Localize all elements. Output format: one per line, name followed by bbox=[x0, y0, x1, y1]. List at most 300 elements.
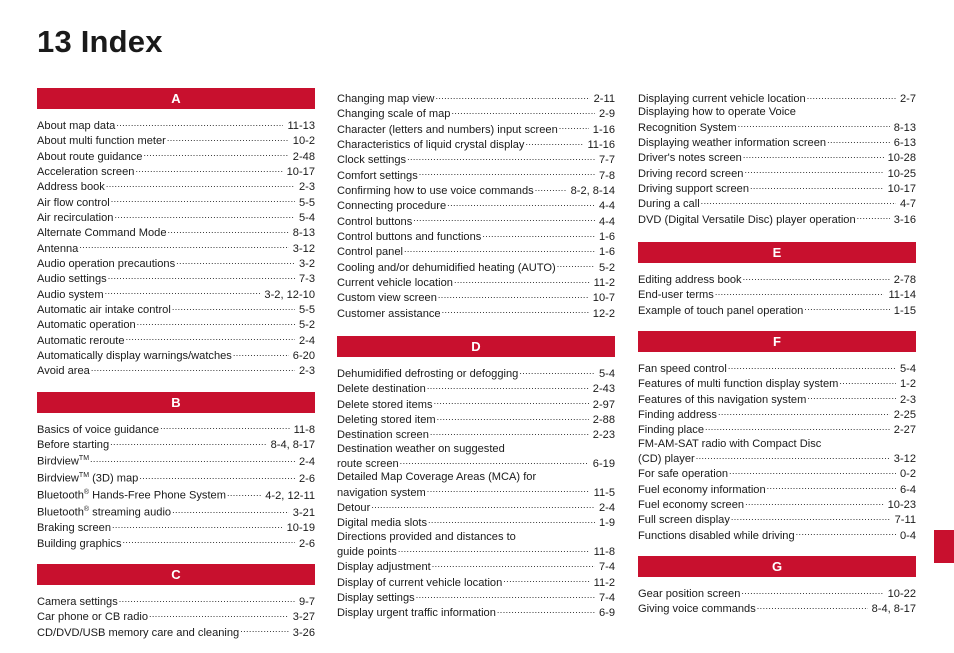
dot-leader bbox=[745, 497, 884, 508]
index-term-line: Destination weather on suggested bbox=[337, 442, 505, 455]
index-section-b bbox=[37, 392, 315, 551]
index-term: During a call bbox=[638, 198, 700, 211]
dot-leader bbox=[139, 471, 295, 482]
index-entry bbox=[638, 91, 916, 106]
index-term: Custom view screen bbox=[337, 292, 437, 305]
page-reference: 7-8 bbox=[598, 169, 615, 182]
index-term: Dehumidified defrosting or defogging bbox=[337, 367, 519, 380]
dot-leader bbox=[744, 166, 883, 177]
index-term: Giving voice commands bbox=[638, 603, 756, 616]
dot-leader bbox=[807, 91, 896, 102]
dot-leader bbox=[434, 397, 589, 408]
index-term: Confirming how to use voice commands bbox=[337, 184, 534, 197]
index-term: Automatic reroute bbox=[37, 334, 125, 347]
index-entry bbox=[37, 225, 315, 240]
page-reference: 8-4, 8-17 bbox=[871, 603, 916, 616]
dot-leader bbox=[503, 575, 589, 586]
page-reference: 2-43 bbox=[592, 383, 615, 396]
page-reference: 7-11 bbox=[894, 514, 916, 527]
page-reference: 11-2 bbox=[593, 276, 615, 289]
index-entry bbox=[37, 133, 315, 148]
dot-leader bbox=[827, 135, 890, 146]
index-entry bbox=[638, 586, 916, 601]
dot-leader bbox=[143, 149, 288, 160]
page-reference: 5-4 bbox=[598, 367, 615, 380]
index-term: Audio settings bbox=[37, 273, 107, 286]
dot-leader bbox=[729, 466, 896, 477]
page-reference: 0-4 bbox=[899, 529, 916, 542]
dot-leader bbox=[126, 333, 295, 344]
index-term: Acceleration screen bbox=[37, 165, 135, 178]
index-entry bbox=[638, 181, 916, 196]
dot-leader bbox=[114, 210, 295, 221]
page-reference: 5-4 bbox=[899, 362, 916, 375]
page-reference: 2-9 bbox=[598, 108, 615, 121]
index-entry bbox=[37, 164, 315, 179]
index-entry bbox=[638, 407, 916, 422]
dot-leader bbox=[796, 528, 896, 539]
index-term: Address book bbox=[37, 181, 105, 194]
index-term: Changing scale of map bbox=[337, 108, 451, 121]
index-entry bbox=[638, 482, 916, 497]
page-reference: 2-6 bbox=[298, 472, 315, 485]
index-entry bbox=[37, 363, 315, 378]
index-term: Example of touch panel operation bbox=[638, 304, 804, 317]
page-reference: 1-9 bbox=[598, 517, 615, 530]
index-column-2 bbox=[337, 91, 615, 634]
index-term: Display adjustment bbox=[337, 561, 431, 574]
index-entry bbox=[37, 210, 315, 225]
index-term: Birdview™ (3D) map bbox=[37, 472, 139, 485]
index-entry bbox=[638, 303, 916, 318]
index-term: Antenna bbox=[37, 242, 79, 255]
index-term: About route guidance bbox=[37, 150, 143, 163]
index-term: Camera settings bbox=[37, 595, 118, 608]
index-term: Automatically display warnings/watches bbox=[37, 349, 232, 362]
index-term: Current vehicle location bbox=[337, 276, 453, 289]
section-letter-header: C bbox=[37, 564, 315, 585]
index-term: guide points bbox=[337, 545, 397, 558]
index-entry bbox=[638, 601, 916, 616]
section-letter-header: E bbox=[638, 242, 916, 263]
dot-leader bbox=[419, 168, 595, 179]
index-term-line: Displaying how to operate Voice bbox=[638, 106, 796, 119]
page-reference: 2-97 bbox=[592, 398, 615, 411]
section-letter-header: D bbox=[337, 336, 615, 357]
index-entry bbox=[638, 392, 916, 407]
index-term: Before starting bbox=[37, 438, 110, 451]
index-term: Display settings bbox=[337, 591, 415, 604]
trademark-symbol: ® bbox=[83, 506, 90, 514]
page-reference: 4-7 bbox=[899, 198, 916, 211]
index-entry bbox=[638, 376, 916, 391]
dot-leader bbox=[168, 225, 289, 236]
page-reference: 3-2, 12-10 bbox=[264, 288, 315, 301]
index-entry bbox=[337, 559, 615, 574]
dot-leader bbox=[696, 451, 890, 462]
page-reference: 7-4 bbox=[598, 591, 615, 604]
index-entry bbox=[337, 290, 615, 305]
index-entry bbox=[37, 241, 315, 256]
index-entry bbox=[37, 287, 315, 302]
index-section-e bbox=[638, 242, 916, 318]
index-term: Changing map view bbox=[337, 93, 435, 105]
index-term: Air flow control bbox=[37, 196, 110, 209]
index-term: Deleting stored item bbox=[337, 413, 436, 426]
dot-leader bbox=[404, 244, 595, 255]
dot-leader bbox=[743, 150, 884, 161]
dot-leader bbox=[427, 381, 589, 392]
page-reference: 3-26 bbox=[292, 626, 315, 639]
index-term: Display of current vehicle location bbox=[337, 576, 503, 589]
index-section-f bbox=[638, 331, 916, 543]
index-term: Avoid area bbox=[37, 365, 90, 378]
page-reference: 2-88 bbox=[592, 413, 615, 426]
index-entry bbox=[337, 152, 615, 167]
index-entry bbox=[337, 575, 615, 590]
dot-leader bbox=[757, 601, 868, 612]
index-term: Displaying current vehicle location bbox=[638, 93, 806, 105]
page-reference: 4-2, 12-11 bbox=[265, 489, 315, 502]
section-letter-header: B bbox=[37, 392, 315, 413]
dot-leader bbox=[728, 361, 896, 372]
index-term: Connecting procedure bbox=[337, 200, 447, 213]
index-term: Alternate Command Mode bbox=[37, 227, 167, 240]
index-entry bbox=[638, 451, 916, 466]
page-reference: 1-16 bbox=[592, 123, 615, 136]
index-entry bbox=[337, 137, 615, 152]
dot-leader bbox=[447, 198, 595, 209]
index-entry bbox=[37, 179, 315, 194]
page-reference: 3-21 bbox=[292, 506, 315, 519]
index-entry bbox=[37, 503, 315, 520]
index-term: Gear position screen bbox=[638, 587, 741, 600]
dot-leader bbox=[839, 376, 896, 387]
index-section-continued bbox=[337, 91, 615, 321]
dot-leader bbox=[79, 241, 288, 252]
index-entry bbox=[337, 214, 615, 229]
index-term: Displaying weather information screen bbox=[638, 136, 827, 149]
index-entry bbox=[337, 590, 615, 605]
index-entry bbox=[37, 422, 315, 437]
page-reference: 12-2 bbox=[592, 307, 615, 320]
dot-leader bbox=[437, 412, 589, 423]
index-term: Car phone or CB radio bbox=[37, 611, 148, 624]
page-reference: 2-11 bbox=[593, 93, 615, 105]
index-term: (CD) player bbox=[638, 452, 695, 465]
index-entry bbox=[337, 485, 615, 500]
page-reference: 3-16 bbox=[893, 213, 916, 226]
dot-leader bbox=[525, 137, 583, 148]
index-entry bbox=[37, 469, 315, 486]
dot-leader bbox=[106, 179, 295, 190]
index-entry bbox=[337, 106, 615, 121]
page-reference: 10-23 bbox=[887, 498, 916, 511]
index-entry bbox=[638, 497, 916, 512]
page-reference: 2-27 bbox=[893, 424, 916, 437]
page-reference: 8-2, 8-14 bbox=[570, 184, 615, 197]
page-reference: 10-17 bbox=[286, 165, 315, 178]
index-term: Basics of voice guidance bbox=[37, 423, 160, 436]
dot-leader bbox=[454, 275, 590, 286]
dot-leader bbox=[497, 605, 595, 616]
page-reference: 2-3 bbox=[298, 181, 315, 194]
page-reference: 2-4 bbox=[298, 334, 315, 347]
page-reference: 10-17 bbox=[887, 182, 916, 195]
page-reference: 3-12 bbox=[292, 242, 315, 255]
index-entry bbox=[37, 437, 315, 452]
page-reference: 2-4 bbox=[598, 501, 615, 514]
page-reference: 3-27 bbox=[292, 611, 315, 624]
index-term: Detour bbox=[337, 501, 371, 514]
index-entry bbox=[638, 466, 916, 481]
dot-leader bbox=[743, 272, 890, 283]
dot-leader bbox=[123, 536, 295, 547]
index-entry bbox=[337, 427, 615, 442]
page-reference: 10-2 bbox=[292, 135, 315, 148]
index-term: Clock settings bbox=[337, 154, 407, 167]
index-entry bbox=[638, 287, 916, 302]
dot-leader bbox=[427, 485, 590, 496]
page-reference: 6-9 bbox=[598, 607, 615, 620]
page-reference: 1-15 bbox=[893, 304, 916, 317]
dot-leader bbox=[172, 302, 295, 313]
index-entry bbox=[638, 512, 916, 527]
page-reference: 2-25 bbox=[893, 408, 916, 421]
page-reference: 10-7 bbox=[592, 292, 615, 305]
dot-leader bbox=[705, 422, 890, 433]
dot-leader bbox=[119, 594, 295, 605]
page-reference: 7-3 bbox=[298, 273, 315, 286]
dot-leader bbox=[559, 122, 589, 133]
index-term: Control buttons bbox=[337, 215, 413, 228]
index-entry bbox=[337, 244, 615, 259]
dot-leader bbox=[135, 164, 282, 175]
index-term: Control panel bbox=[337, 246, 403, 259]
page-reference: 10-25 bbox=[887, 167, 916, 180]
trademark-symbol: TM bbox=[78, 455, 90, 463]
index-term: Control buttons and functions bbox=[337, 230, 482, 243]
index-term: Customer assistance bbox=[337, 307, 441, 320]
index-term: Automatic operation bbox=[37, 319, 136, 332]
index-entry bbox=[638, 150, 916, 165]
index-term: Air recirculation bbox=[37, 211, 114, 224]
dot-leader bbox=[407, 152, 595, 163]
section-letter-header: F bbox=[638, 331, 916, 352]
index-entry bbox=[638, 120, 916, 135]
index-term: Destination screen bbox=[337, 429, 429, 442]
dot-leader bbox=[400, 456, 589, 467]
dot-leader bbox=[804, 303, 889, 314]
index-entry bbox=[337, 456, 615, 471]
index-term: Driver's notes screen bbox=[638, 152, 742, 165]
index-term: route screen bbox=[337, 457, 399, 470]
index-term: Fuel economy screen bbox=[638, 498, 745, 511]
page-reference: 1-6 bbox=[598, 246, 615, 259]
dot-leader bbox=[430, 427, 589, 438]
index-entry bbox=[337, 412, 615, 427]
page-reference: 5-5 bbox=[298, 196, 315, 209]
dot-leader bbox=[90, 454, 295, 465]
index-term: Finding place bbox=[638, 424, 704, 437]
index-term: Display urgent traffic information bbox=[337, 607, 496, 620]
index-entry bbox=[337, 229, 615, 244]
page-reference: 11-16 bbox=[587, 138, 615, 151]
index-entry bbox=[638, 422, 916, 437]
index-entry bbox=[37, 520, 315, 535]
index-section-a bbox=[37, 88, 315, 379]
index-entry bbox=[638, 196, 916, 211]
page-reference: 5-4 bbox=[298, 211, 315, 224]
index-entry bbox=[37, 486, 315, 503]
page-reference: 7-7 bbox=[598, 154, 615, 167]
dot-leader bbox=[738, 120, 890, 131]
page-reference: 5-5 bbox=[298, 303, 315, 316]
page-reference: 2-7 bbox=[899, 93, 916, 105]
index-entry bbox=[337, 397, 615, 412]
index-column-3 bbox=[638, 91, 916, 630]
index-entry bbox=[37, 118, 315, 133]
dot-leader bbox=[105, 287, 261, 298]
dot-leader bbox=[149, 609, 289, 620]
dot-leader bbox=[116, 118, 283, 129]
index-section-c bbox=[37, 564, 315, 640]
page-reference: 11-8 bbox=[293, 423, 315, 436]
page-reference: 2-6 bbox=[298, 537, 315, 550]
dot-leader bbox=[160, 422, 290, 433]
page-reference: 6-20 bbox=[292, 349, 315, 362]
index-entry bbox=[337, 515, 615, 530]
page-reference: 6-4 bbox=[899, 483, 916, 496]
index-entry bbox=[638, 135, 916, 150]
index-term: Automatic air intake control bbox=[37, 303, 171, 316]
page-reference: 8-4, 8-17 bbox=[270, 438, 315, 451]
index-term: Cooling and/or dehumidified heating (AUTO) bbox=[337, 261, 556, 274]
dot-leader bbox=[172, 505, 289, 516]
dot-leader bbox=[167, 133, 289, 144]
index-term: Birdview™ bbox=[37, 455, 90, 468]
index-term: Bluetooth® Hands-Free Phone System bbox=[37, 489, 226, 502]
index-entry bbox=[337, 306, 615, 321]
index-term: Delete stored items bbox=[337, 398, 433, 411]
page-reference: 2-3 bbox=[899, 393, 916, 406]
index-section-g bbox=[638, 556, 916, 617]
index-term: About map data bbox=[37, 120, 116, 132]
index-entry bbox=[37, 149, 315, 164]
index-term: Editing address book bbox=[638, 273, 742, 286]
dot-leader bbox=[519, 366, 595, 377]
dot-leader bbox=[731, 512, 891, 523]
index-entry bbox=[337, 544, 615, 559]
index-term-line: Detailed Map Coverage Areas (MCA) for bbox=[337, 471, 537, 484]
index-term: navigation system bbox=[337, 486, 426, 499]
index-term: Characteristics of liquid crystal display bbox=[337, 138, 525, 151]
index-entry bbox=[37, 317, 315, 332]
index-term: Bluetooth® streaming audio bbox=[37, 506, 172, 519]
index-entry bbox=[337, 91, 615, 106]
dot-leader bbox=[413, 214, 595, 225]
page-reference: 8-13 bbox=[893, 121, 916, 134]
dot-leader bbox=[137, 317, 295, 328]
dot-leader bbox=[435, 91, 589, 102]
index-term: Character (letters and numbers) input screen bbox=[337, 123, 558, 136]
index-term: Features of this navigation system bbox=[638, 393, 807, 406]
page-reference: 11-8 bbox=[593, 545, 615, 558]
index-entry bbox=[337, 260, 615, 275]
page-reference: 2-48 bbox=[292, 150, 315, 163]
index-term: End-user terms bbox=[638, 289, 714, 302]
dot-leader bbox=[741, 586, 883, 597]
page-reference: 3-2 bbox=[298, 257, 315, 270]
index-entry bbox=[37, 348, 315, 363]
index-entry bbox=[638, 212, 916, 227]
dot-leader bbox=[112, 520, 283, 531]
page-reference: 9-7 bbox=[298, 595, 315, 608]
dot-leader bbox=[535, 183, 567, 194]
page-reference: 1-6 bbox=[598, 230, 615, 243]
index-column-1 bbox=[37, 88, 315, 653]
page-reference: 10-19 bbox=[286, 522, 315, 535]
index-entry bbox=[337, 122, 615, 137]
index-term: Full screen display bbox=[638, 514, 730, 527]
index-term: Audio operation precautions bbox=[37, 257, 176, 270]
chapter-tab-marker bbox=[934, 530, 954, 563]
trademark-symbol: TM bbox=[78, 472, 90, 480]
index-term: Finding address bbox=[638, 408, 717, 421]
dot-leader bbox=[718, 407, 890, 418]
index-entry bbox=[37, 271, 315, 286]
index-term: Audio system bbox=[37, 288, 104, 301]
index-term: About multi function meter bbox=[37, 135, 166, 148]
index-entry bbox=[37, 609, 315, 624]
index-term: Features of multi function display system bbox=[638, 378, 839, 391]
section-letter-header: G bbox=[638, 556, 916, 577]
page-reference: 6-19 bbox=[592, 457, 615, 470]
index-entry bbox=[37, 452, 315, 469]
page-reference: 0-2 bbox=[899, 468, 916, 481]
dot-leader bbox=[111, 195, 295, 206]
index-entry bbox=[337, 275, 615, 290]
index-entry bbox=[37, 594, 315, 609]
page-reference: 8-13 bbox=[292, 227, 315, 240]
index-term: Recognition System bbox=[638, 121, 737, 134]
index-term: For safe operation bbox=[638, 468, 729, 481]
page-reference: 1-2 bbox=[899, 378, 916, 391]
page-reference: 7-4 bbox=[598, 561, 615, 574]
dot-leader bbox=[398, 544, 590, 555]
dot-leader bbox=[428, 515, 595, 526]
page-reference: 2-3 bbox=[298, 365, 315, 378]
index-term: Building graphics bbox=[37, 537, 122, 550]
index-entry bbox=[37, 333, 315, 348]
dot-leader bbox=[108, 271, 295, 282]
dot-leader bbox=[233, 348, 289, 359]
page-reference: 4-4 bbox=[598, 215, 615, 228]
page-reference: 5-2 bbox=[298, 319, 315, 332]
index-entry bbox=[638, 361, 916, 376]
dot-leader bbox=[442, 306, 589, 317]
index-entry bbox=[638, 272, 916, 287]
page-reference: 2-78 bbox=[893, 273, 916, 286]
page-reference: 2-4 bbox=[298, 455, 315, 468]
index-entry bbox=[337, 198, 615, 213]
index-term: Fuel economy information bbox=[638, 483, 766, 496]
dot-leader bbox=[91, 363, 295, 374]
page-reference: 4-4 bbox=[598, 200, 615, 213]
index-entry bbox=[337, 366, 615, 381]
dot-leader bbox=[176, 256, 295, 267]
page-title: 13 Index bbox=[37, 24, 163, 59]
